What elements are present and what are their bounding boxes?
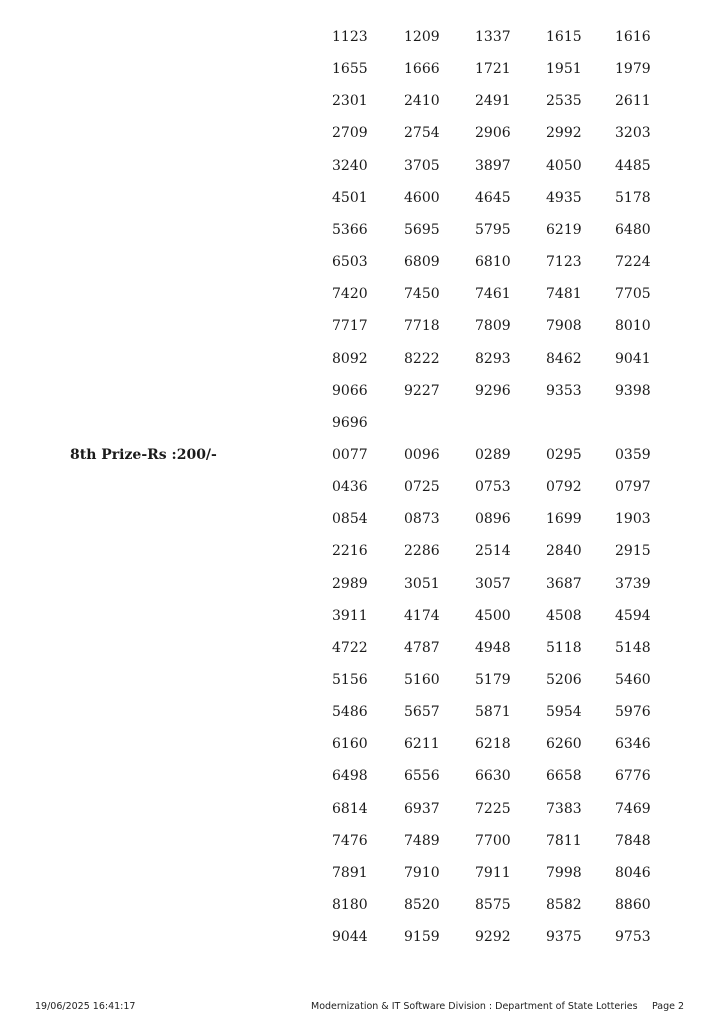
- table-row: [0, 799, 724, 831]
- ticket-number: 2992: [546, 125, 582, 142]
- ticket-number: 5206: [546, 672, 582, 688]
- ticket-number: 2514: [475, 543, 511, 560]
- prize-label: 8th Prize-Rs :200/-: [70, 446, 217, 463]
- ticket-number: 7420: [332, 286, 368, 303]
- ticket-number: 4485: [615, 157, 651, 174]
- ticket-number: 8293: [475, 350, 511, 367]
- ticket-number: 0436: [332, 479, 368, 496]
- ticket-number: 3897: [475, 157, 511, 174]
- ticket-number: 1123: [332, 29, 368, 45]
- ticket-number: 5156: [332, 672, 368, 688]
- ticket-number: 7718: [404, 318, 440, 335]
- ticket-number: 7224: [615, 254, 651, 271]
- ticket-number: 8582: [546, 897, 582, 914]
- ticket-number: 0896: [475, 511, 511, 528]
- ticket-number: 9041: [615, 350, 651, 367]
- ticket-number: 5486: [332, 704, 368, 721]
- table-row: [0, 927, 724, 959]
- ticket-number: 6160: [332, 736, 368, 753]
- ticket-number: 8092: [332, 350, 368, 367]
- ticket-number: 7481: [546, 286, 582, 303]
- ticket-number: 5160: [404, 672, 440, 688]
- ticket-number: 1209: [404, 29, 440, 45]
- ticket-number: 1903: [615, 511, 651, 528]
- ticket-number: 6776: [615, 768, 651, 785]
- ticket-number: 4935: [546, 189, 582, 206]
- table-row: [0, 638, 724, 670]
- ticket-number: 4508: [546, 607, 582, 624]
- ticket-number: 4174: [404, 607, 440, 624]
- ticket-number: 9296: [475, 382, 511, 399]
- ticket-number: 8575: [475, 897, 511, 914]
- ticket-number: 4594: [615, 607, 651, 624]
- ticket-number: 9159: [404, 929, 440, 946]
- ticket-number: 7848: [615, 832, 651, 849]
- ticket-number: 8046: [615, 864, 651, 881]
- ticket-number: 9398: [615, 382, 651, 399]
- table-row: [0, 477, 724, 509]
- ticket-number: 1655: [332, 61, 368, 78]
- ticket-number: 2301: [332, 93, 368, 110]
- table-row: [0, 252, 724, 284]
- ticket-number: 1616: [615, 29, 651, 45]
- table-row: [0, 316, 724, 348]
- table-row: [0, 123, 724, 155]
- ticket-number: 9227: [404, 382, 440, 399]
- ticket-number: 7469: [615, 800, 651, 817]
- ticket-number: 1979: [615, 61, 651, 78]
- ticket-number: 3051: [404, 575, 440, 592]
- table-row: [0, 59, 724, 91]
- ticket-number: 3705: [404, 157, 440, 174]
- ticket-number: 7811: [546, 832, 582, 849]
- table-row: [0, 91, 724, 123]
- table-row: [0, 381, 724, 413]
- ticket-number: 6809: [404, 254, 440, 271]
- ticket-number: 7461: [475, 286, 511, 303]
- table-row: [0, 541, 724, 573]
- ticket-number: 8860: [615, 897, 651, 914]
- ticket-number: 2840: [546, 543, 582, 560]
- ticket-number: 8520: [404, 897, 440, 914]
- ticket-number: 5118: [546, 639, 582, 656]
- ticket-number: 0873: [404, 511, 440, 528]
- table-row: [0, 349, 724, 381]
- ticket-number: 3687: [546, 575, 582, 592]
- ticket-number: 5178: [615, 189, 651, 206]
- ticket-number: 1615: [546, 29, 582, 45]
- ticket-number: 2410: [404, 93, 440, 110]
- ticket-number: 5657: [404, 704, 440, 721]
- ticket-number: 1666: [404, 61, 440, 78]
- ticket-number: 6814: [332, 800, 368, 817]
- ticket-number: 6503: [332, 254, 368, 271]
- ticket-number: 4948: [475, 639, 511, 656]
- ticket-number: 7891: [332, 864, 368, 881]
- ticket-number: 7705: [615, 286, 651, 303]
- ticket-number: 9353: [546, 382, 582, 399]
- ticket-number: 0797: [615, 479, 651, 496]
- ticket-number: 1337: [475, 29, 511, 45]
- ticket-number: 1721: [475, 61, 511, 78]
- ticket-number: 2491: [475, 93, 511, 110]
- ticket-number: 2915: [615, 543, 651, 560]
- footer-timestamp: 19/06/2025 16:41:17: [35, 1001, 136, 1012]
- ticket-number: 8010: [615, 318, 651, 335]
- ticket-number: 4500: [475, 607, 511, 624]
- ticket-number: 0289: [475, 446, 511, 463]
- ticket-number: 7123: [546, 254, 582, 271]
- ticket-number: 3240: [332, 157, 368, 174]
- table-row: [0, 156, 724, 188]
- ticket-number: 2611: [615, 93, 651, 110]
- ticket-number: 4050: [546, 157, 582, 174]
- ticket-number: 9753: [615, 929, 651, 946]
- ticket-number: 4600: [404, 189, 440, 206]
- footer-division: Modernization & IT Software Division : Department of State Lotteries: [311, 1001, 638, 1012]
- table-row: [0, 606, 724, 638]
- ticket-number: 7225: [475, 800, 511, 817]
- ticket-number: 5148: [615, 639, 651, 656]
- ticket-number: 7700: [475, 832, 511, 849]
- table-row: [0, 574, 724, 606]
- table-row: [0, 895, 724, 927]
- ticket-number: 4645: [475, 189, 511, 206]
- table-row: [0, 863, 724, 895]
- ticket-number: 6211: [404, 736, 440, 753]
- ticket-number: 2754: [404, 125, 440, 142]
- ticket-number: 6658: [546, 768, 582, 785]
- ticket-number: 4722: [332, 639, 368, 656]
- ticket-number: 8222: [404, 350, 440, 367]
- table-row: [0, 413, 724, 445]
- ticket-number: 7910: [404, 864, 440, 881]
- table-row: [0, 509, 724, 541]
- ticket-number: 6260: [546, 736, 582, 753]
- ticket-number: 6346: [615, 736, 651, 753]
- ticket-number: 9066: [332, 382, 368, 399]
- ticket-number: 9375: [546, 929, 582, 946]
- table-row: [0, 188, 724, 220]
- ticket-number: 0792: [546, 479, 582, 496]
- ticket-number: 6630: [475, 768, 511, 785]
- ticket-number: 2286: [404, 543, 440, 560]
- ticket-number: 5695: [404, 221, 440, 238]
- table-row: [0, 27, 724, 59]
- ticket-number: 4501: [332, 189, 368, 206]
- ticket-number: 0854: [332, 511, 368, 528]
- ticket-number: 5795: [475, 221, 511, 238]
- ticket-number: 6219: [546, 221, 582, 238]
- ticket-number: 1951: [546, 61, 582, 78]
- ticket-number: 6480: [615, 221, 651, 238]
- ticket-number: 7998: [546, 864, 582, 881]
- ticket-number: 9292: [475, 929, 511, 946]
- ticket-number: 0725: [404, 479, 440, 496]
- ticket-number: 5976: [615, 704, 651, 721]
- ticket-number: 7476: [332, 832, 368, 849]
- ticket-number: 5460: [615, 672, 651, 688]
- ticket-number: 7809: [475, 318, 511, 335]
- footer-page-number: Page 2: [652, 1001, 685, 1012]
- table-row: [0, 445, 724, 477]
- table-row: [0, 220, 724, 252]
- table-row: [0, 766, 724, 798]
- ticket-number: 6810: [475, 254, 511, 271]
- ticket-number: 7911: [475, 864, 511, 881]
- ticket-number: 4787: [404, 639, 440, 656]
- ticket-number: 2989: [332, 575, 368, 592]
- ticket-number: 3057: [475, 575, 511, 592]
- ticket-number: 2216: [332, 543, 368, 560]
- ticket-number: 0295: [546, 446, 582, 463]
- ticket-number: 5366: [332, 221, 368, 238]
- ticket-number: 7450: [404, 286, 440, 303]
- ticket-number: 6556: [404, 768, 440, 785]
- ticket-number: 3203: [615, 125, 651, 142]
- ticket-number: 0077: [332, 446, 368, 463]
- ticket-number: 5179: [475, 672, 511, 688]
- ticket-number: 0096: [404, 446, 440, 463]
- ticket-number: 3739: [615, 575, 651, 592]
- ticket-number: 2906: [475, 125, 511, 142]
- ticket-number: 9696: [332, 414, 368, 431]
- ticket-number: 7383: [546, 800, 582, 817]
- ticket-number: 0753: [475, 479, 511, 496]
- ticket-number: 6937: [404, 800, 440, 817]
- ticket-number: 3911: [332, 607, 368, 624]
- ticket-number: 2709: [332, 125, 368, 142]
- ticket-number: 7489: [404, 832, 440, 849]
- ticket-number: 5954: [546, 704, 582, 721]
- ticket-number: 2535: [546, 93, 582, 110]
- table-row: [0, 670, 724, 702]
- table-row: [0, 702, 724, 734]
- table-row: [0, 734, 724, 766]
- table-row: [0, 284, 724, 316]
- table-row: [0, 831, 724, 863]
- ticket-number: 0359: [615, 446, 651, 463]
- ticket-number: 6218: [475, 736, 511, 753]
- ticket-number: 5871: [475, 704, 511, 721]
- ticket-number: 6498: [332, 768, 368, 785]
- ticket-number: 7717: [332, 318, 368, 335]
- ticket-number: 9044: [332, 929, 368, 946]
- ticket-number: 8462: [546, 350, 582, 367]
- ticket-number: 7908: [546, 318, 582, 335]
- ticket-number: 1699: [546, 511, 582, 528]
- ticket-number: 8180: [332, 897, 368, 914]
